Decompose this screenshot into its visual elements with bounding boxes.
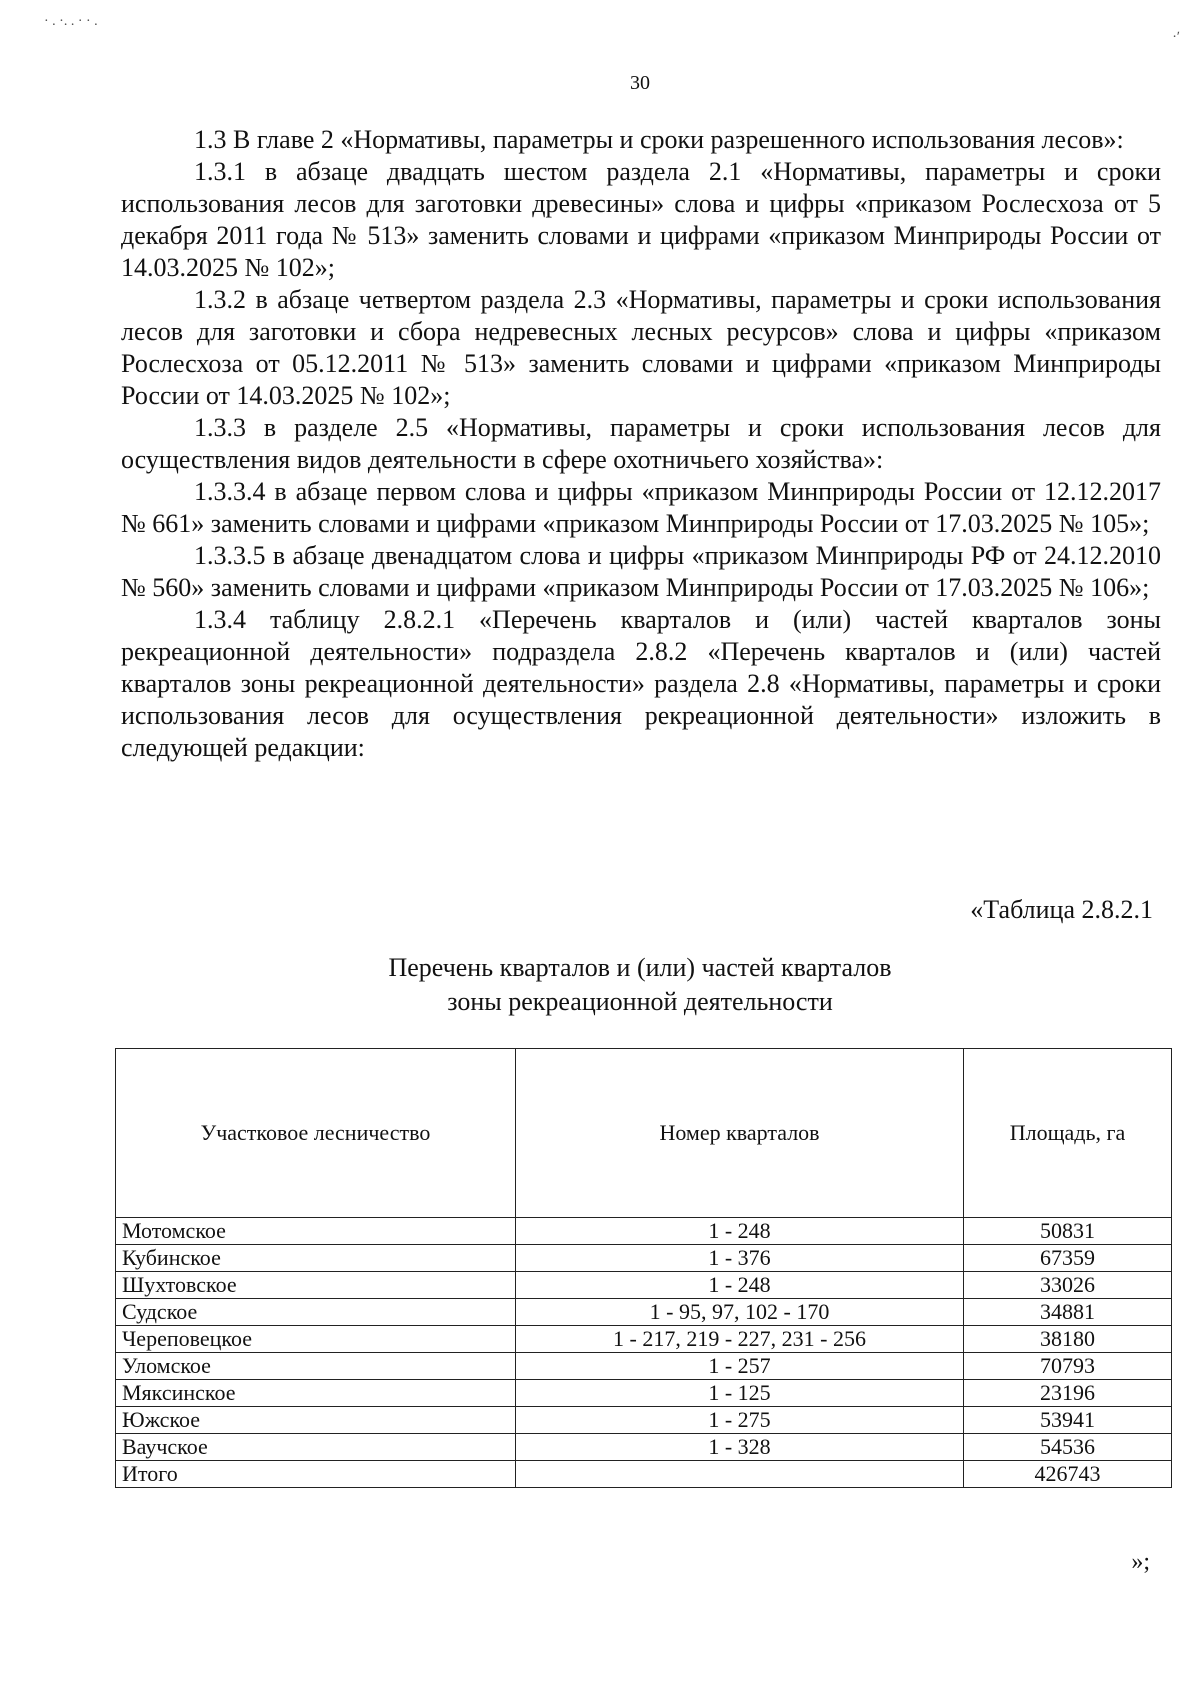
table-row <box>116 1299 1172 1326</box>
total-label: Итого <box>116 1461 516 1488</box>
table-header-row <box>116 1049 1172 1218</box>
page-number: 30 <box>630 72 650 94</box>
forestry-name: Кубинское <box>116 1245 516 1272</box>
area-value: 70793 <box>964 1353 1172 1380</box>
scan-speck: · . ·. . · · . <box>44 14 98 29</box>
paragraph-1-3-3: 1.3.3 в разделе 2.5 «Нормативы, параметры и сроки использования лесов для осуществления видов деятельности в сфере охотничьего хозяйства»: <box>121 413 1161 474</box>
area-value: 34881 <box>964 1299 1172 1326</box>
table-row <box>116 1380 1172 1407</box>
forestry-name: Череповецкое <box>116 1326 516 1353</box>
table-row <box>116 1245 1172 1272</box>
area-value: 33026 <box>964 1272 1172 1299</box>
header-quarters: Номер кварталов <box>516 1049 964 1218</box>
quarter-numbers: 1 - 376 <box>516 1245 964 1272</box>
area-value: 50831 <box>964 1218 1172 1245</box>
forestry-name: Шухтовское <box>116 1272 516 1299</box>
quarter-numbers: 1 - 328 <box>516 1434 964 1461</box>
total-quarters <box>516 1461 964 1488</box>
quarter-numbers: 1 - 257 <box>516 1353 964 1380</box>
forestry-name: Уломское <box>116 1353 516 1380</box>
quarter-numbers: 1 - 217, 219 - 227, 231 - 256 <box>516 1326 964 1353</box>
table-row <box>116 1326 1172 1353</box>
table-row <box>116 1353 1172 1380</box>
quarter-numbers: 1 - 248 <box>516 1218 964 1245</box>
table-title <box>0 951 1200 1019</box>
quarter-numbers: 1 - 275 <box>516 1407 964 1434</box>
quarter-numbers: 1 - 125 <box>516 1380 964 1407</box>
area-value: 53941 <box>964 1407 1172 1434</box>
paragraph-1-3-2: 1.3.2 в абзаце четвертом раздела 2.3 «Нормативы, параметры и сроки использования лесов для заготовки и сбора недревесных лесных ресурсов» слова и цифры «приказом Рослесхоза от 05.12.2011 № 513» заменить словами и цифрами «приказом Минприроды России от 14.03.2025 № 102»; <box>121 285 1161 410</box>
forestry-name: Судское <box>116 1299 516 1326</box>
table-total-row <box>116 1461 1172 1488</box>
paragraph-1-3: 1.3 В главе 2 «Нормативы, параметры и сроки разрешенного использования лесов»: <box>194 125 1124 154</box>
closing-quote: »; <box>1131 1549 1150 1575</box>
paragraph-1-3-4: 1.3.4 таблицу 2.8.2.1 «Перечень кварталов и (или) частей кварталов зоны рекреационной деятельности» подраздела 2.8.2 «Перечень кварталов и (или) частей кварталов зоны рекреационной деятельности» раздела 2.8 «Нормативы, параметры и сроки использования лесов для осуществления рекреационной деятельности» изложить в следующей редакции: <box>121 605 1161 762</box>
table-title-line-2: зоны рекреационной деятельности <box>447 987 833 1016</box>
total-area: 426743 <box>964 1461 1172 1488</box>
quarter-numbers: 1 - 95, 97, 102 - 170 <box>516 1299 964 1326</box>
area-value: 38180 <box>964 1326 1172 1353</box>
forestry-name: Мотомское <box>116 1218 516 1245</box>
paragraph-1-3-1: 1.3.1 в абзаце двадцать шестом раздела 2.1 «Нормативы, параметры и сроки использования лесов для заготовки древесины» слова и цифры «приказом Рослесхоза от 5 декабря 2011 года № 513» заменить словами и цифрами «приказом Минприроды России от 14.03.2025 № 102»; <box>121 157 1161 282</box>
area-value: 67359 <box>964 1245 1172 1272</box>
table-row <box>116 1218 1172 1245</box>
table-row <box>116 1434 1172 1461</box>
body-text <box>121 124 1161 764</box>
table-row <box>116 1272 1172 1299</box>
table-title-line-1: Перечень кварталов и (или) частей кварталов <box>388 953 892 982</box>
forestry-name: Ваучское <box>116 1434 516 1461</box>
forest-quarters-table <box>115 1048 1172 1488</box>
area-value: 54536 <box>964 1434 1172 1461</box>
paragraph-1-3-3-4: 1.3.3.4 в абзаце первом слова и цифры «приказом Минприроды России от 12.12.2017 № 661» заменить словами и цифрами «приказом Минприроды России от 17.03.2025 № 105»; <box>121 477 1161 538</box>
forestry-name: Мяксинское <box>116 1380 516 1407</box>
area-value: 23196 <box>964 1380 1172 1407</box>
table-label: «Таблица 2.8.2.1 <box>970 895 1153 924</box>
header-area: Площадь, га <box>964 1049 1172 1218</box>
table-row <box>116 1407 1172 1434</box>
quarter-numbers: 1 - 248 <box>516 1272 964 1299</box>
header-forestry: Участковое лесничество <box>116 1049 516 1218</box>
scan-speck: ·ʹ <box>1172 30 1180 45</box>
paragraph-1-3-3-5: 1.3.3.5 в абзаце двенадцатом слова и цифры «приказом Минприроды РФ от 24.12.2010 № 560» заменить словами и цифрами «приказом Минприроды России от 17.03.2025 № 106»; <box>121 541 1161 602</box>
forestry-name: Южское <box>116 1407 516 1434</box>
